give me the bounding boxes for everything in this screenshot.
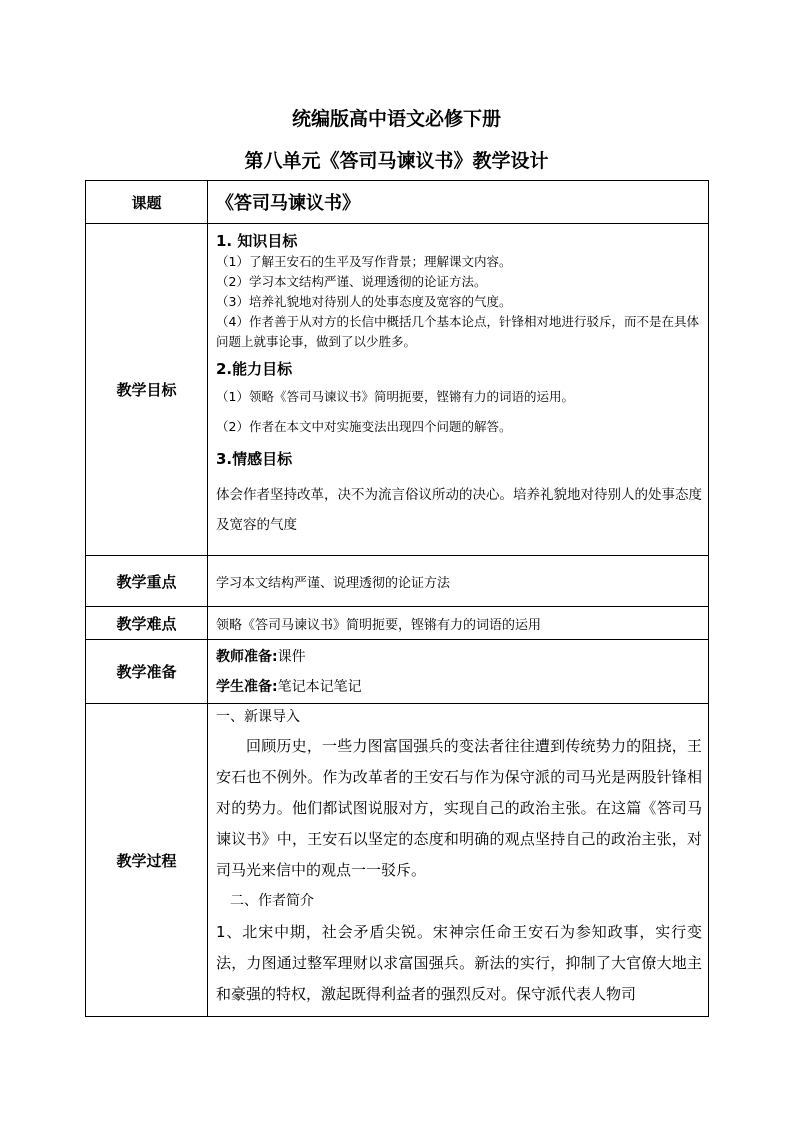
table-row-difficulty bbox=[86, 607, 709, 640]
ability-item: （2）作者在本文中对实施变法出现四个问题的解答。 bbox=[216, 419, 512, 434]
topic-value: 《答司马谏议书》 bbox=[216, 193, 360, 214]
lesson-plan-table bbox=[85, 180, 709, 1017]
emotion-text: 体会作者坚持改革，决不为流言俗议所动的决心。培养礼貌地对待别人的处事态度及宽容的气度 bbox=[216, 487, 702, 533]
section-heading-author: 二、作者简介 bbox=[230, 893, 314, 909]
table-row-prep bbox=[86, 640, 709, 704]
table-row-goals bbox=[86, 224, 709, 556]
goals-label: 教学目标 bbox=[86, 224, 208, 556]
teacher-prep bbox=[216, 642, 702, 672]
document-subtitle: 第八单元《答司马谏议书》教学设计 bbox=[244, 150, 549, 172]
focus-label: 教学重点 bbox=[86, 556, 208, 607]
author-paragraph: 1、北宋中期，社会矛盾尖锐。宋神宗任命王安石为参知政事，实行变法，力图通过整军理财以求富国强兵。新法的实行，抑制了大官僚大地主和豪强的特权，激起既得利益者的强烈反对。保守派代表人物司 bbox=[216, 923, 702, 1003]
student-prep-label: 学生准备: bbox=[216, 678, 278, 695]
intro-paragraph: 回顾历史，一些力图富国强兵的变法者往往遭到传统势力的阻挠，王安石也不例外。作为改革者的王安石与作为保守派的司马光是两股针锋相对的势力。他们都试图说服对方，实现自己的政治主张。在这篇《答司马谏议书》中，王安石以坚定的态度和明确的观点坚持自己的政治主张，对司马光来信中的观点一一驳斥。 bbox=[216, 737, 702, 879]
section-heading-intro: 一、新课导入 bbox=[216, 709, 300, 725]
prep-label: 教学准备 bbox=[86, 640, 208, 704]
knowledge-item: （2）学习本文结构严谨、说理透彻的论证方法。 bbox=[216, 274, 487, 289]
topic-cell bbox=[208, 181, 709, 224]
teacher-prep-value: 课件 bbox=[277, 648, 306, 665]
process-cell bbox=[208, 704, 709, 1017]
student-prep-value: 笔记本记笔记 bbox=[277, 678, 362, 695]
knowledge-item: （3）培养礼貌地对待别人的处事态度及宽容的气度。 bbox=[216, 294, 512, 309]
ability-heading: 2.能力目标 bbox=[216, 360, 293, 378]
teacher-prep-label: 教师准备: bbox=[216, 648, 278, 665]
focus-value: 学习本文结构严谨、说理透彻的论证方法 bbox=[208, 556, 709, 607]
ability-item: （1）领略《答司马谏议书》简明扼要，铿锵有力的词语的运用。 bbox=[216, 389, 574, 404]
difficulty-label: 教学难点 bbox=[86, 607, 208, 640]
table-row-topic bbox=[86, 181, 709, 224]
knowledge-heading: 1. 知识目标 bbox=[216, 232, 298, 250]
prep-cell bbox=[208, 640, 709, 704]
goals-cell bbox=[208, 224, 709, 556]
difficulty-value: 领略《答司马谏议书》简明扼要，铿锵有力的词语的运用 bbox=[208, 607, 709, 640]
topic-label: 课题 bbox=[86, 181, 208, 224]
student-prep bbox=[216, 672, 702, 702]
emotion-heading: 3.情感目标 bbox=[216, 450, 293, 468]
knowledge-item: （1）了解王安石的生平及写作背景；理解课文内容。 bbox=[216, 254, 512, 269]
document-title: 统编版高中语文必修下册 bbox=[291, 108, 501, 130]
table-row-process bbox=[86, 704, 709, 1017]
knowledge-item: （4）作者善于从对方的长信中概括几个基本论点，针锋相对地进行驳斥，而不是在具体问题上就事论事，做到了以少胜多。 bbox=[216, 314, 699, 349]
table-row-focus bbox=[86, 556, 709, 607]
process-label: 教学过程 bbox=[86, 704, 208, 1017]
